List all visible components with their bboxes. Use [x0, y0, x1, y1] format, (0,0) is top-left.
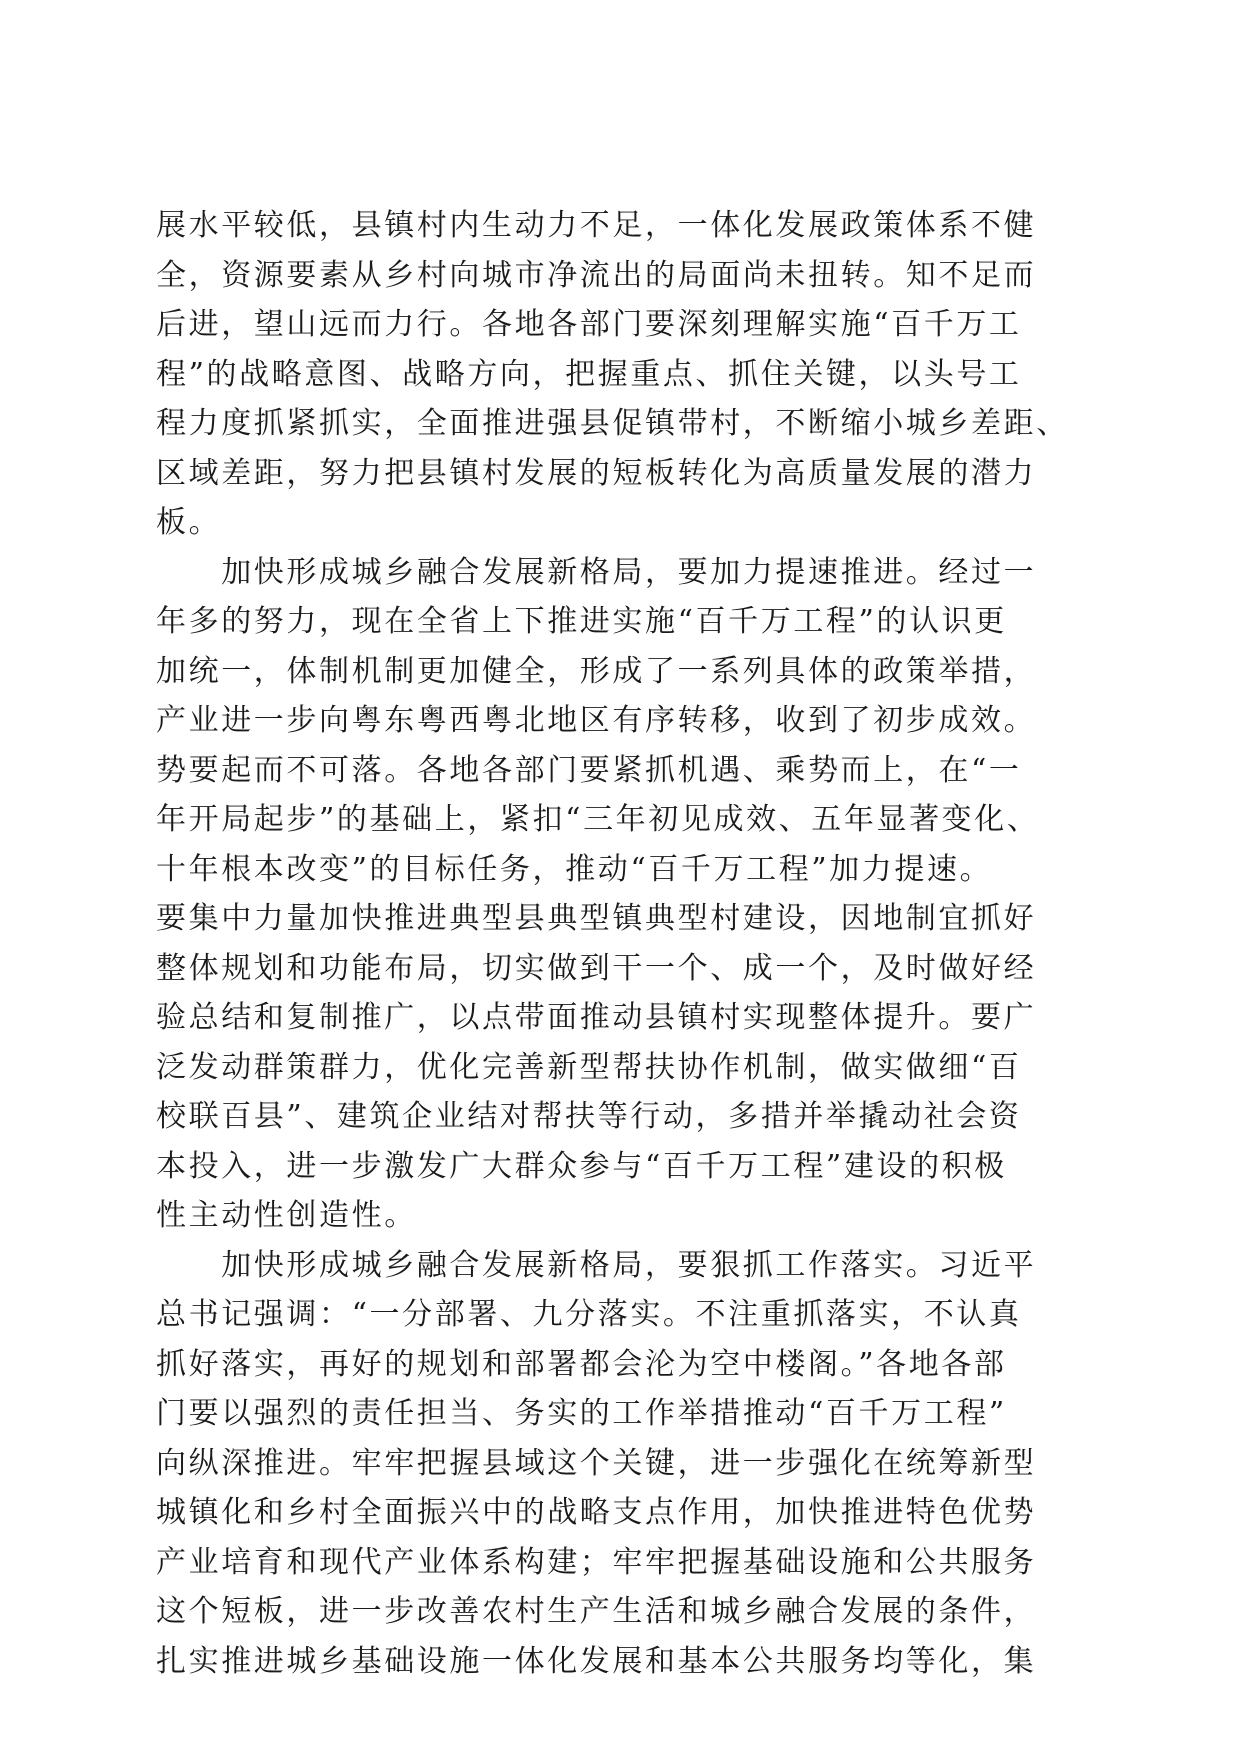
text-line: 泛发动群策群力，优化完善新型帮扶协作机制，做实做细“百	[156, 1049, 1022, 1085]
document-body	[156, 201, 1084, 1686]
text-line: 展水平较低，县镇村内生动力不足，一体化发展政策体系不健	[156, 208, 1037, 243]
text-line: 程力度抓紧抓实，全面推进强县促镇带村，不断缩小城乡差距、	[156, 406, 1069, 441]
text-line: 十年根本改变”的目标任务，推动“百千万工程”加力提速。	[156, 851, 993, 887]
text-line: 年多的努力，现在全省上下推进实施“百千万工程”的认识更	[156, 604, 1007, 639]
text-line: 扎实推进城乡基础设施一体化发展和基本公共服务均等化，集	[156, 1643, 1037, 1679]
text-line: 板。	[156, 505, 222, 540]
text-line: 校联百县”、建筑企业结对帮扶等行动，多措并举撬动社会资	[156, 1099, 1022, 1134]
text-line: 程”的战略意图、战略方向，把握重点、抓住关键，以头号工	[156, 356, 1022, 392]
text-line: 向纵深推进。牢牢把握县域这个关键，进一步强化在统筹新型	[156, 1445, 1037, 1481]
text-line: 这个短板，进一步改善农村生产生活和城乡融合发展的条件，	[156, 1594, 1037, 1629]
text-line: 势要起而不可落。各地各部门要紧抓机遇、乘势而上，在“一	[156, 752, 1022, 788]
text-line: 加快形成城乡融合发展新格局，要加力提速推进。经过一	[156, 554, 1037, 590]
text-line: 门要以强烈的责任担当、务实的工作举措推动“百千万工程”	[156, 1396, 1007, 1431]
text-line: 城镇化和乡村全面振兴中的战略支点作用，加快推进特色优势	[156, 1495, 1037, 1530]
text-line: 本投入，进一步激发广大群众参与“百千万工程”建设的积极	[156, 1148, 1007, 1184]
paragraph	[156, 201, 1084, 548]
text-line: 后进，望山远而力行。各地各部门要深刻理解实施“百千万工	[156, 307, 1022, 342]
text-line: 全，资源要素从乡村向城市净流出的局面尚未扭转。知不足而	[156, 257, 1037, 293]
text-line: 加快形成城乡融合发展新格局，要狠抓工作落实。习近平	[156, 1247, 1037, 1283]
text-line: 年开局起步”的基础上，紧扣“三年初见成效、五年显著变化、	[156, 802, 1040, 837]
text-line: 抓好落实，再好的规划和部署都会沦为空中楼阁。”各地各部	[156, 1346, 1007, 1382]
text-line: 区域差距，努力把县镇村发展的短板转化为高质量发展的潜力	[156, 455, 1037, 491]
text-line: 总书记强调：“一分部署、九分落实。不注重抓落实，不认真	[156, 1297, 1022, 1332]
text-line: 产业培育和现代产业体系构建；牢牢把握基础设施和公共服务	[156, 1544, 1037, 1580]
text-line: 产业进一步向粤东粤西粤北地区有序转移，收到了初步成效。	[156, 703, 1037, 738]
text-line: 要集中力量加快推进典型县典型镇典型村建设，因地制宜抓好	[156, 901, 1037, 936]
paragraph	[156, 1241, 1084, 1687]
text-line: 整体规划和功能布局，切实做到干一个、成一个，及时做好经	[156, 950, 1037, 986]
text-line: 加统一，体制机制更加健全，形成了一系列具体的政策举措，	[156, 653, 1037, 689]
text-line: 验总结和复制推广，以点带面推动县镇村实现整体提升。要广	[156, 1000, 1037, 1035]
paragraph	[156, 548, 1084, 1241]
text-line: 性主动性创造性。	[156, 1198, 417, 1233]
